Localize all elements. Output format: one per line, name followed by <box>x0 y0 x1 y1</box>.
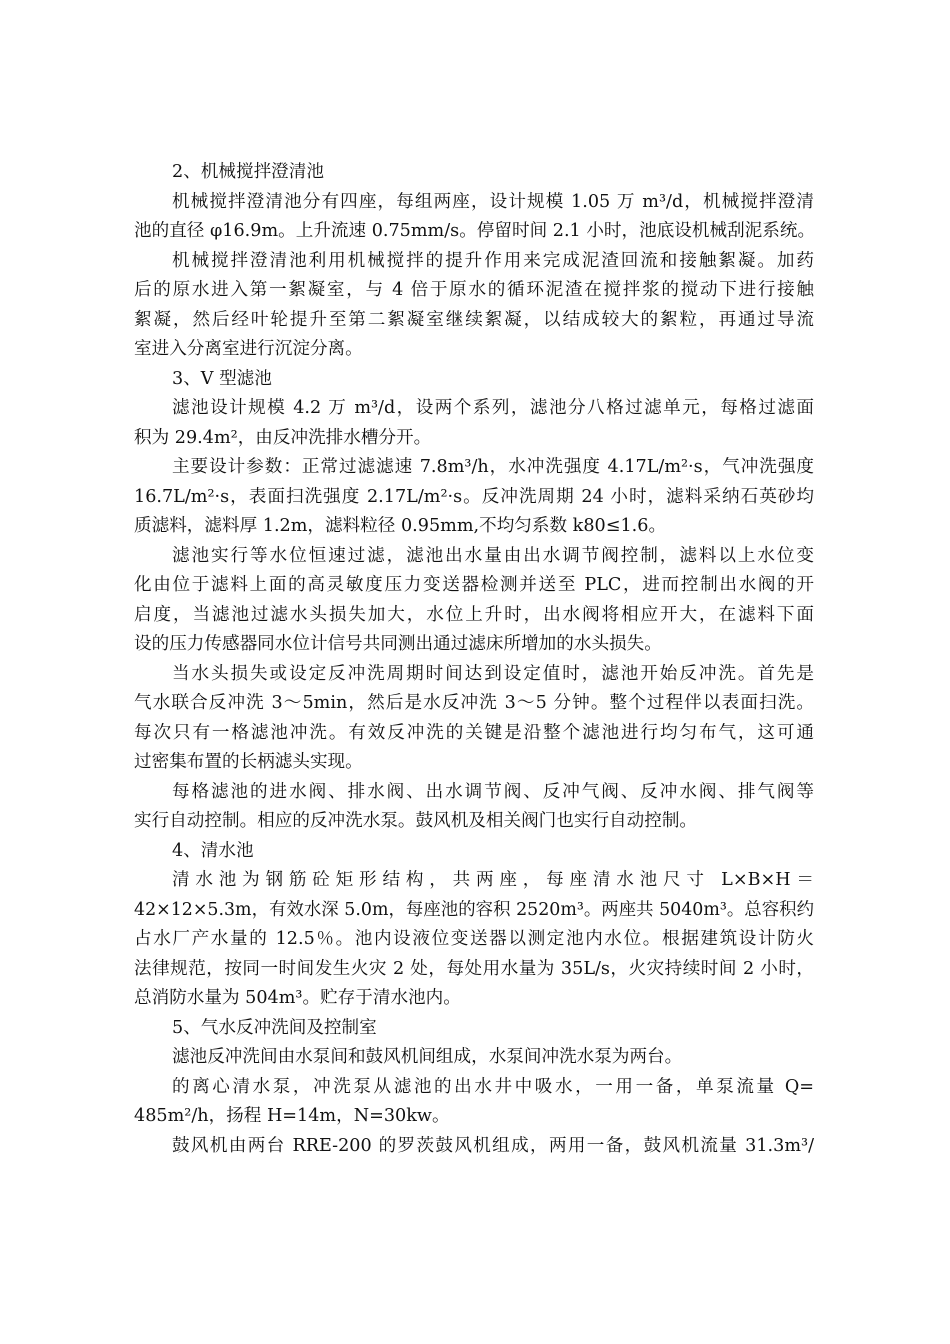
paragraph-line: 积为 29.4m²，由反冲洗排水槽分开。 <box>134 427 432 448</box>
paragraph-line: 机械搅拌澄清池分有四座，每组两座，设计规模 1.05 万 m³/d，机械搅拌澄清 <box>172 191 814 212</box>
section-heading: 4、清水池 <box>172 840 254 861</box>
paragraph-line: 机械搅拌澄清池利用机械搅拌的提升作用来完成泥渣回流和接触絮凝。加药 <box>172 250 814 271</box>
paragraph-line: 滤池反冲洗间由水泵间和鼓风机间组成，水泵间冲洗水泵为两台。 <box>172 1047 683 1067</box>
paragraph-line: 质滤料，滤料厚 1.2m，滤料粒径 0.95mm,不均匀系数 k80≤1.6。 <box>134 516 667 536</box>
paragraph-line: 滤池实行等水位恒速过滤，滤池出水量由出水调节阀控制，滤料以上水位变 <box>172 545 814 566</box>
paragraph-line: 实行自动控制。相应的反冲洗水泵。鼓风机及相关阀门也实行自动控制。 <box>134 811 698 831</box>
section-heading: 2、机械搅拌澄清池 <box>172 162 324 182</box>
paragraph-line: 主要设计参数：正常过滤滤速 7.8m³/h，水冲洗强度 4.17L/m²·s，气冲洗强度 <box>172 457 814 477</box>
paragraph-line: 设的压力传感器同水位计信号共同测出通过滤床所增加的水头损失。 <box>134 634 662 654</box>
paragraph-line: 总消防水量为 504m³。贮存于清水池内。 <box>134 988 461 1008</box>
paragraph-line: 过密集布置的长柄滤头实现。 <box>134 752 363 772</box>
paragraph-line: 池的直径 φ16.9m。上升流速 0.75mm/s。停留时间 2.1 小时，池底设机械刮泥系统。 <box>134 221 816 241</box>
paragraph-line: 485m²/h，扬程 H=14m，N=30kw。 <box>134 1106 450 1126</box>
document-page <box>134 158 814 1161</box>
paragraph-line: 化由位于滤料上面的高灵敏度压力变送器检测并送至 PLC，进而控制出水阀的开 <box>134 575 814 595</box>
paragraph-line: 42×12×5.3m，有效水深 5.0m，每座池的容积 2520m³。两座共 5040m³。总容积约 <box>134 899 814 920</box>
section-heading: 5、气水反冲洗间及控制室 <box>172 1017 377 1038</box>
paragraph-line: 启度，当滤池过滤水头损失加大，水位上升时，出水阀将相应开大，在滤料下面 <box>134 604 814 625</box>
paragraph-line: 占水厂产水量的 12.5％。池内设液位变送器以测定池内水位。根据建筑设计防火 <box>134 929 814 949</box>
paragraph-line: 鼓风机由两台 RRE-200 的罗茨鼓风机组成，两用一备，鼓风机流量 31.3m³/ <box>172 1135 814 1156</box>
paragraph-line: 后的原水进入第一絮凝室，与 4 倍于原水的循环泥渣在搅拌浆的搅动下进行接触 <box>134 280 814 300</box>
paragraph-line: 当水头损失或设定反冲洗周期时间达到设定值时，滤池开始反冲洗。首先是 <box>172 663 814 684</box>
paragraph-line: 每次只有一格滤池冲洗。有效反冲洗的关键是沿整个滤池进行均匀布气，这可通 <box>134 722 814 743</box>
paragraph-line: 每格滤池的进水阀、排水阀、出水调节阀、反冲气阀、反冲水阀、排气阀等 <box>172 781 814 802</box>
paragraph-line: 气水联合反冲洗 3～5min，然后是水反冲洗 3～5 分钟。整个过程伴以表面扫洗。 <box>134 693 814 713</box>
paragraph-line: 清水池为钢筋砼矩形结构，共两座，每座清水池尺寸 L×B×H＝ <box>172 870 814 890</box>
paragraph-line: 絮凝，然后经叶轮提升至第二絮凝室继续絮凝，以结成较大的絮粒，再通过导流 <box>134 309 814 330</box>
section-heading: 3、V 型滤池 <box>172 368 272 389</box>
paragraph-line: 室进入分离室进行沉淀分离。 <box>134 339 363 359</box>
paragraph-line: 滤池设计规模 4.2 万 m³/d，设两个系列，滤池分八格过滤单元，每格过滤面 <box>172 398 814 418</box>
paragraph-line: 16.7L/m²·s，表面扫洗强度 2.17L/m²·s。反冲洗周期 24 小时，滤料采纳石英砂均 <box>134 486 814 507</box>
paragraph-line: 的离心清水泵，冲洗泵从滤池的出水井中吸水，一用一备，单泵流量 Q= <box>172 1076 814 1097</box>
paragraph-line: 法律规范，按同一时间发生火灾 2 处，每处用水量为 35L/s，火灾持续时间 2 小时， <box>134 958 814 979</box>
